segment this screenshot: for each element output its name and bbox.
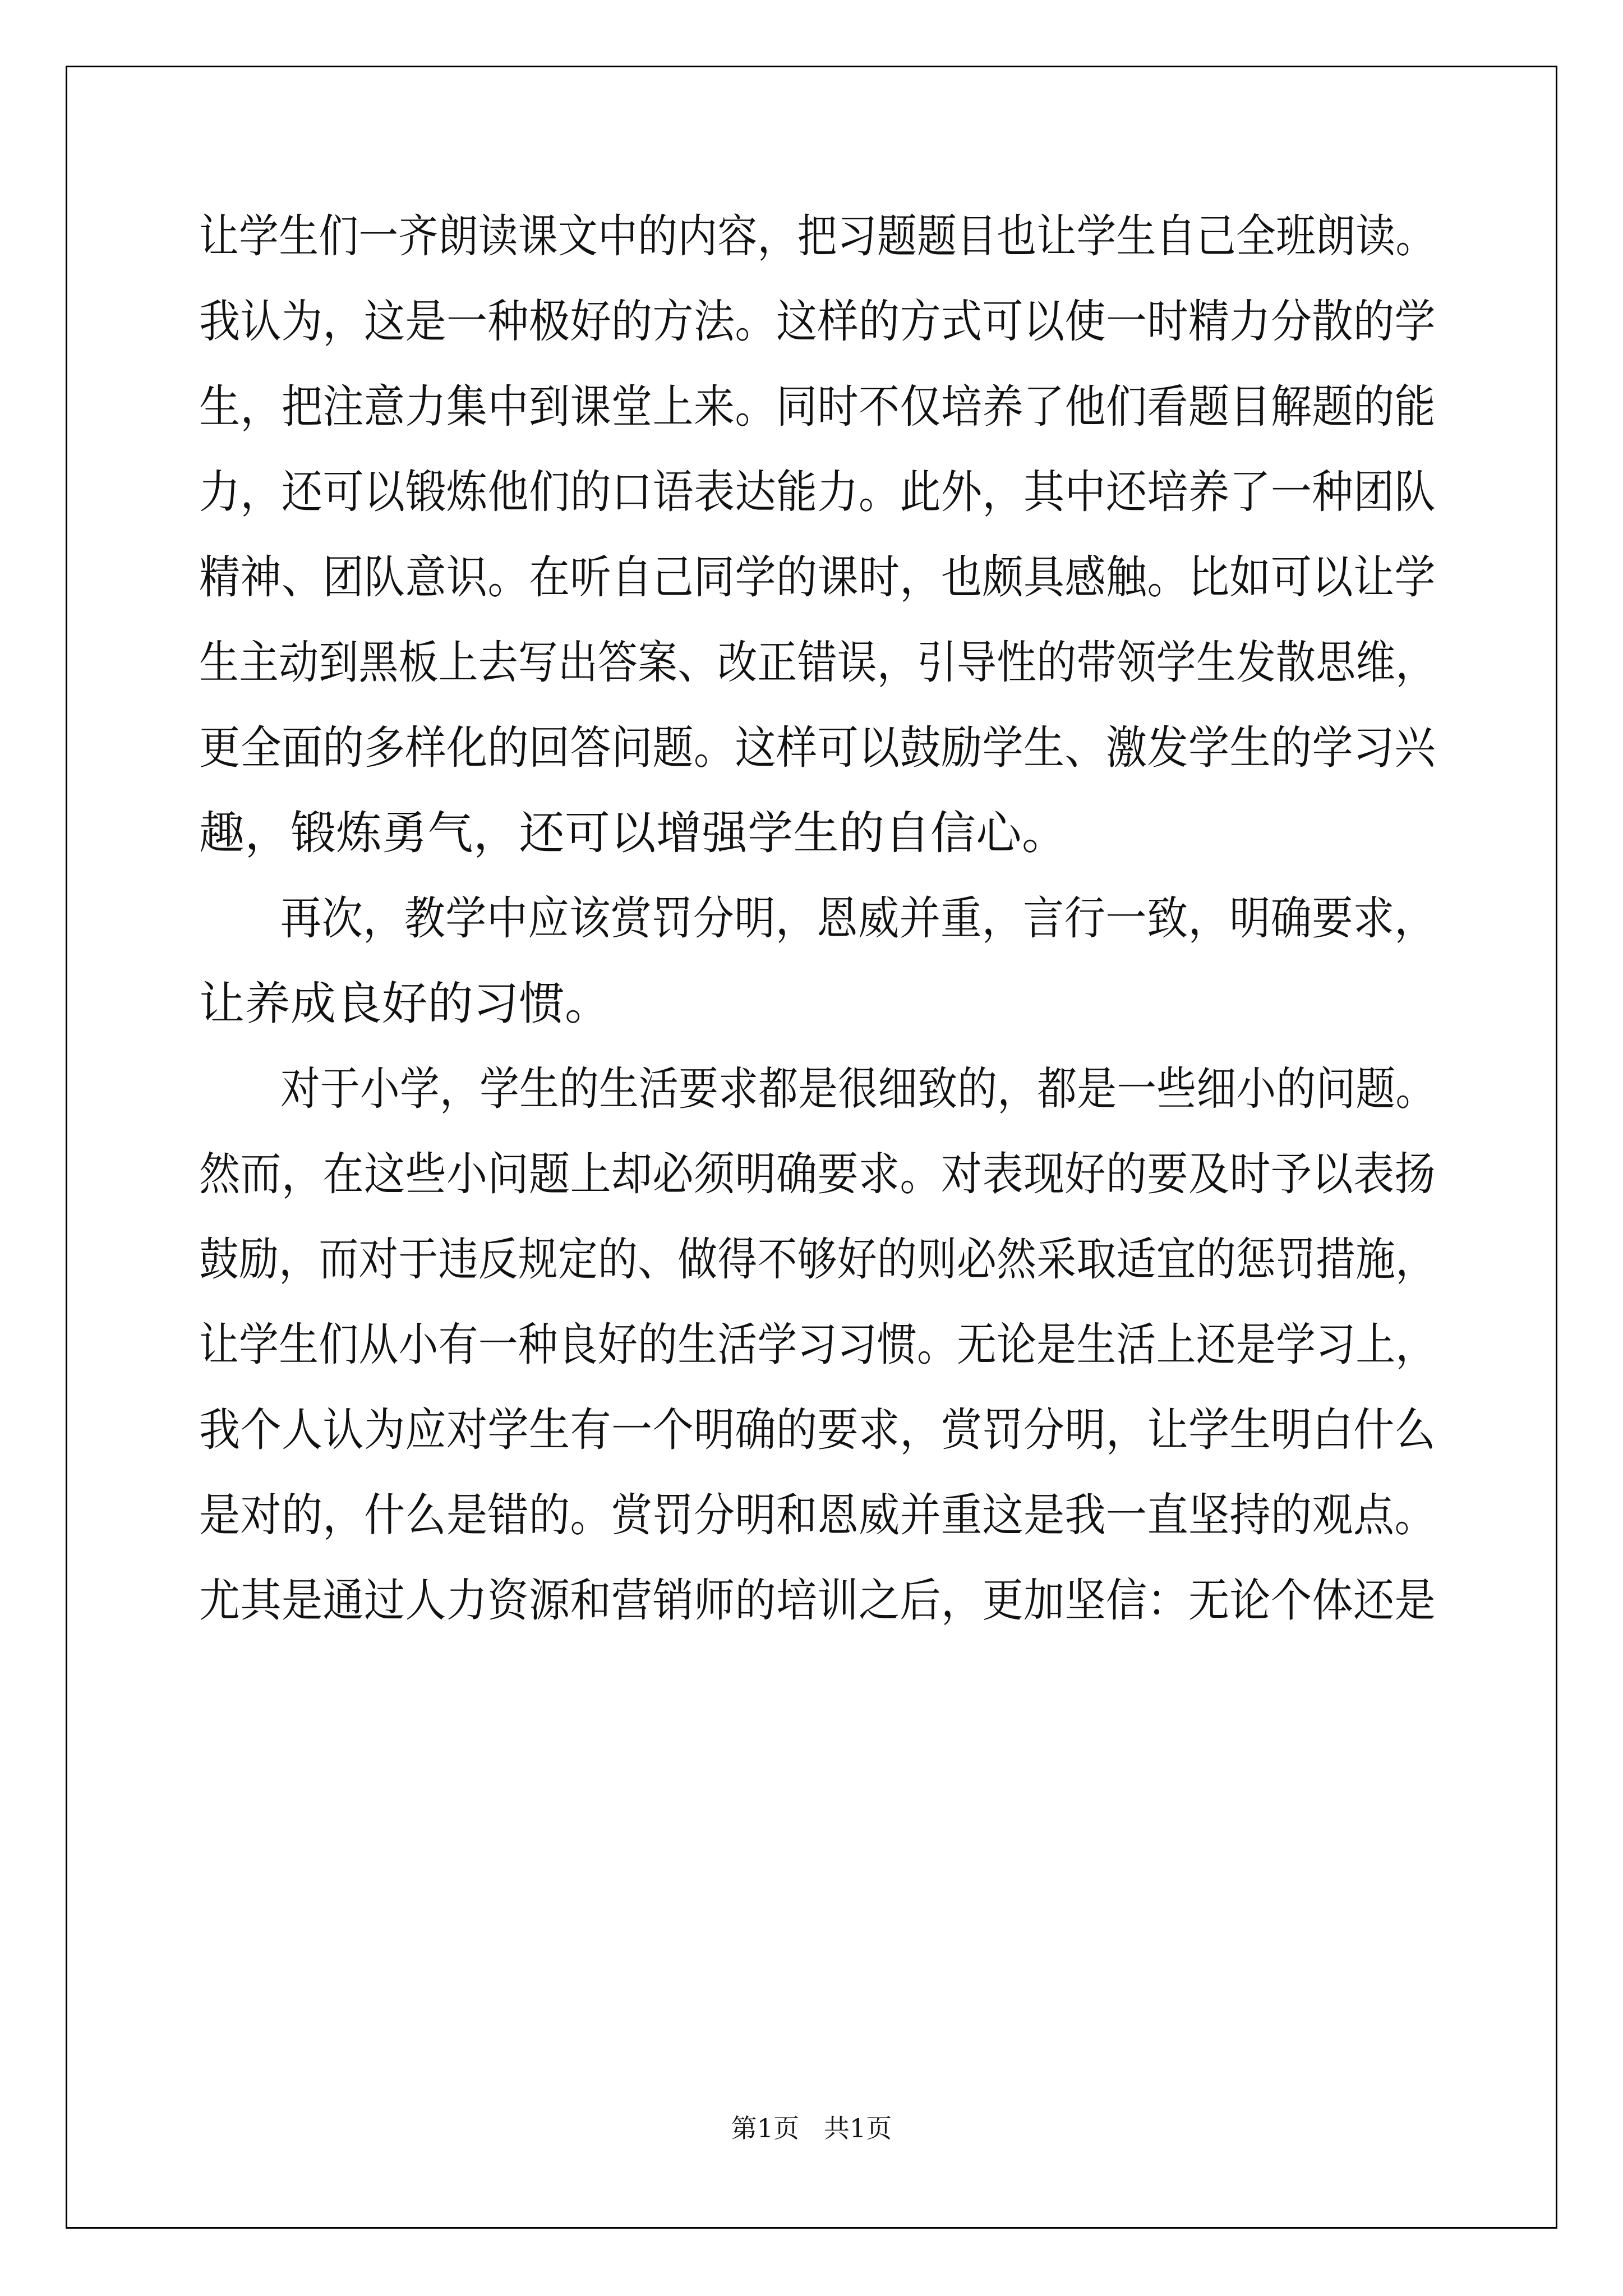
text-line: 我个人认为应对学生有一个明确的要求，赏罚分明，让学生明白什么	[199, 1404, 1436, 1457]
text-line: 让学生们从小有一种良好的生活学习习惯。无论是生活上还是学习上，	[199, 1319, 1436, 1372]
paragraph-first-line: 对于小学，学生的生活要求都是很细致的，都是一些细小的问题。	[280, 1063, 1436, 1116]
text-line: 然而，在这些小问题上却必须明确要求。对表现好的要及时予以表扬	[199, 1148, 1436, 1201]
text-line: 尤其是通过人力资源和营销师的培训之后，更加坚信：无论个体还是	[199, 1575, 1436, 1627]
text-line: 鼓励，而对于违反规定的、做得不够好的则必然采取适宜的惩罚措施，	[199, 1234, 1436, 1286]
text-line: 生主动到黑板上去写出答案、改正错误，引导性的带领学生发散思维，	[199, 637, 1436, 689]
paragraph-first-line: 再次，教学中应该赏罚分明，恩威并重，言行一致，明确要求，	[280, 892, 1436, 945]
text-line: 让养成良好的习惯。	[199, 978, 611, 1030]
text-line: 我认为，这是一种极好的方法。这样的方式可以使一时精力分散的学	[199, 296, 1436, 348]
text-line: 让学生们一齐朗读课文中的内容，把习题题目也让学生自己全班朗读。	[199, 210, 1436, 263]
text-line: 生，把注意力集中到课堂上来。同时不仅培养了他们看题目解题的能	[199, 381, 1436, 434]
page-footer: 第1页 共1页	[731, 2113, 892, 2143]
text-line: 趣，锻炼勇气，还可以增强学生的自信心。	[199, 807, 1068, 860]
text-line: 是对的，什么是错的。赏罚分明和恩威并重这是我一直坚持的观点。	[199, 1489, 1436, 1542]
text-line: 更全面的多样化的回答问题。这样可以鼓励学生、激发学生的学习兴	[199, 722, 1436, 775]
text-line: 精神、团队意识。在听自己同学的课时，也颇具感触。比如可以让学	[199, 551, 1436, 604]
text-line: 力，还可以锻炼他们的口语表达能力。此外，其中还培养了一种团队	[199, 466, 1436, 519]
